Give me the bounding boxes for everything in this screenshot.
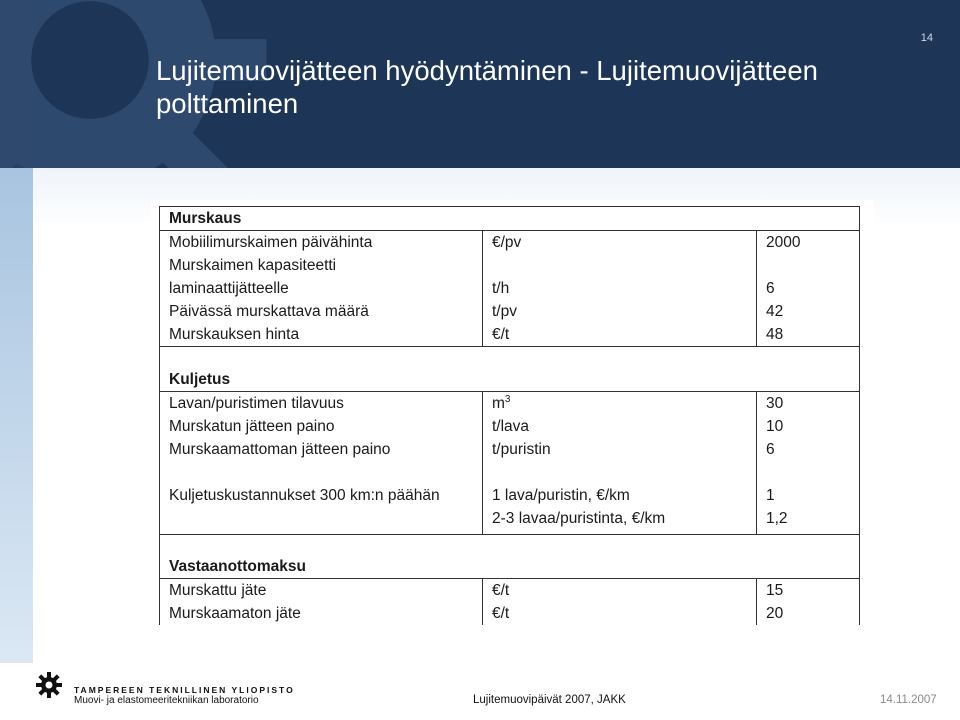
row-value: 42 <box>757 300 860 323</box>
row-value: 15 <box>757 579 860 603</box>
row-value: 1,2 <box>757 507 860 535</box>
slide-title-line-1: Lujitemuovijätteen hyödyntäminen - Lujitemuovijätteen <box>156 55 818 86</box>
section-heading-row <box>160 555 860 579</box>
row-label: laminaattijätteelle <box>160 277 483 300</box>
row-value: 48 <box>757 323 860 347</box>
row-value <box>757 461 860 484</box>
laboratory-name: Muovi- ja elastomeeritekniikan laboratorio <box>74 695 259 706</box>
table-row <box>160 277 860 300</box>
spacer-cell <box>160 535 860 556</box>
row-value <box>757 254 860 277</box>
table-row <box>160 438 860 461</box>
cost-table-image <box>151 200 874 632</box>
row-value: 6 <box>757 438 860 461</box>
row-value: 2000 <box>757 231 860 255</box>
table-row <box>160 231 860 255</box>
row-unit-text: m <box>492 395 505 412</box>
section-heading: Kuljetus <box>160 347 860 392</box>
tut-gear-logo-icon <box>35 671 63 699</box>
row-unit: 1 lava/puristin, €/km <box>483 484 757 507</box>
cost-table <box>159 206 860 625</box>
row-label: Päivässä murskattava määrä <box>160 300 483 323</box>
row-unit <box>483 254 757 277</box>
table-row <box>160 300 860 323</box>
table-row <box>160 323 860 347</box>
row-unit: t/lava <box>483 415 757 438</box>
row-unit: 2-3 lavaa/puristinta, €/km <box>483 507 757 535</box>
header-left-strip <box>0 0 30 168</box>
row-label <box>160 461 483 484</box>
table-row <box>160 461 860 484</box>
table-row <box>160 254 860 277</box>
row-unit: t/puristin <box>483 438 757 461</box>
row-value: 1 <box>757 484 860 507</box>
table-row <box>160 602 860 625</box>
section-heading-row <box>160 347 860 392</box>
table-spacer-row <box>160 535 860 556</box>
slide-title <box>156 54 916 120</box>
table-row <box>160 484 860 507</box>
row-value: 10 <box>757 415 860 438</box>
event-name: Lujitemuovipäivät 2007, JAKK <box>473 694 626 706</box>
row-unit: €/pv <box>483 231 757 255</box>
row-label: Mobiilimurskaimen päivähinta <box>160 231 483 255</box>
row-unit <box>483 461 757 484</box>
table-row <box>160 579 860 603</box>
row-unit: €/t <box>483 579 757 603</box>
row-value: 30 <box>757 392 860 416</box>
row-value: 6 <box>757 277 860 300</box>
row-label: Murskaamaton jäte <box>160 602 483 625</box>
header-band <box>0 0 960 168</box>
section-heading: Vastaanottomaksu <box>160 555 860 579</box>
row-unit: €/t <box>483 602 757 625</box>
table-row <box>160 392 860 416</box>
section-heading-row <box>160 207 860 231</box>
row-value: 20 <box>757 602 860 625</box>
university-name: TAMPEREEN TEKNILLINEN YLIOPISTO <box>74 685 295 695</box>
row-label: Kuljetuskustannukset 300 km:n päähän <box>160 484 483 507</box>
row-label: Murskattu jäte <box>160 579 483 603</box>
side-band <box>0 168 33 663</box>
row-unit <box>483 392 757 416</box>
row-label: Murskauksen hinta <box>160 323 483 347</box>
row-unit: t/h <box>483 277 757 300</box>
table-row <box>160 415 860 438</box>
row-unit: t/pv <box>483 300 757 323</box>
row-label <box>160 507 483 535</box>
row-label: Lavan/puristimen tilavuus <box>160 392 483 416</box>
row-label: Murskaamattoman jätteen paino <box>160 438 483 461</box>
slide-title-line-2: polttaminen <box>156 88 299 119</box>
row-unit-superscript: 3 <box>504 393 511 405</box>
footer <box>0 663 960 720</box>
table-row <box>160 507 860 535</box>
row-label: Murskatun jätteen paino <box>160 415 483 438</box>
footer-date: 14.11.2007 <box>880 694 937 706</box>
section-heading: Murskaus <box>160 207 860 231</box>
row-unit: €/t <box>483 323 757 347</box>
row-label: Murskaimen kapasiteetti <box>160 254 483 277</box>
page-number: 14 <box>920 32 933 44</box>
